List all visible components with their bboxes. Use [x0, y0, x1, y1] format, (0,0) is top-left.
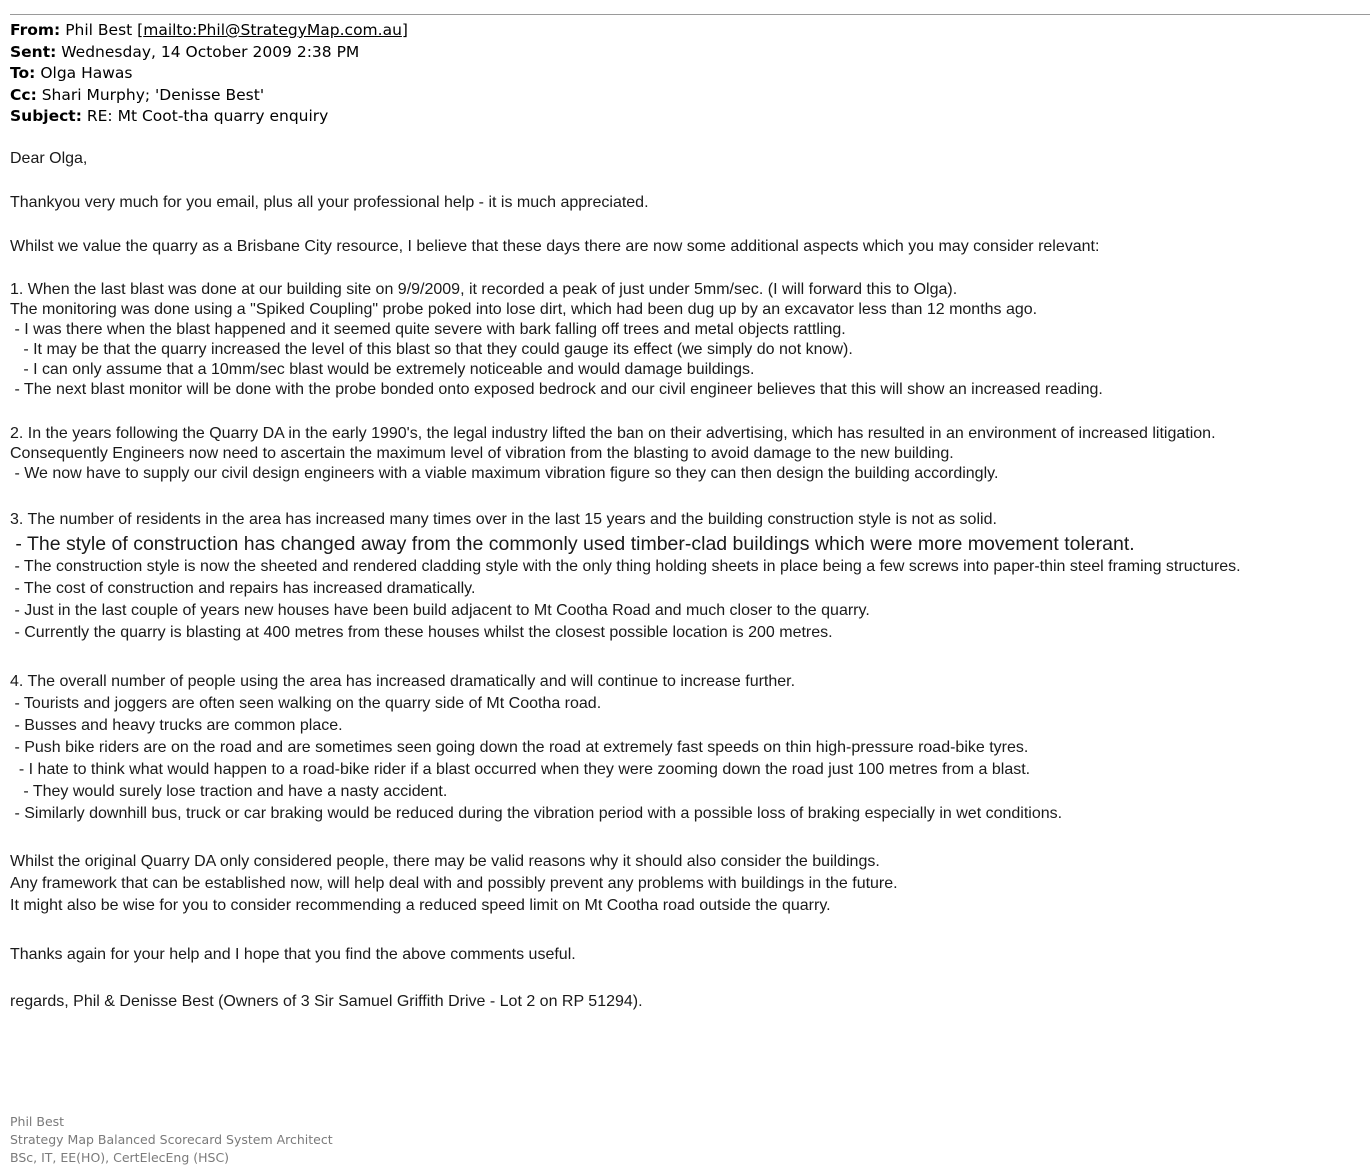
point-1-line: - The next blast monitor will be done with the probe bonded onto exposed bedrock and our civil engineer believes that this will show an increased reading. — [10, 381, 1103, 398]
thanks-paragraph: Thankyou very much for you email, plus all your professional help - it is much appreciated. — [10, 194, 649, 211]
point-1-line: - I was there when the blast happened and it seemed quite severe with bark falling off trees and metal objects rattling. — [10, 321, 846, 338]
point-4-line: - Busses and heavy trucks are common place. — [10, 717, 343, 734]
point-4-line: - I hate to think what would happen to a road-bike rider if a blast occurred when they were zooming down the road just 100 metres from a blast. — [10, 761, 1031, 778]
subject-label: Subject: — [10, 107, 82, 126]
to-label: To: — [10, 64, 36, 83]
email-header — [10, 20, 408, 128]
sent-label: Sent: — [10, 42, 57, 61]
point-4-line: 4. The overall number of people using the area has increased dramatically and will continue to increase further. — [10, 673, 796, 690]
point-2-line: 2. In the years following the Quarry DA in the early 1990's, the legal industry lifted the ban on their advertising, which has resulted in an environment of increased litigation. — [10, 425, 1216, 442]
closing-line: It might also be wise for you to consider recommending a reduced speed limit on Mt Cootha road outside the quarry. — [10, 897, 831, 914]
cc-value: Shari Murphy; 'Denisse Best' — [41, 85, 265, 104]
from-name: Phil Best — [65, 21, 133, 39]
regards-line: regards, Phil & Denisse Best (Owners of 3 Sir Samuel Griffith Drive - Lot 2 on RP 51294). — [10, 993, 643, 1010]
subject-value: RE: Mt Coot-tha quarry enquiry — [86, 107, 329, 126]
point-4 — [10, 671, 1365, 825]
point-3-line: 3. The number of residents in the area has increased many times over in the last 15 years and the building construction style is not as solid. — [10, 511, 997, 528]
point-1-line: - It may be that the quarry increased the level of this blast so that they could gauge its effect (we simply do not know). — [10, 341, 853, 358]
from-line: From: Phil Best [mailto:Phil@StrategyMap.com.au] — [10, 21, 408, 39]
point-4-line: - Tourists and joggers are often seen walking on the quarry side of Mt Cootha road. — [10, 695, 602, 712]
subject-line — [10, 106, 408, 128]
signature-title: Strategy Map Balanced Scorecard System Architect — [10, 1132, 333, 1147]
point-4-line: - Similarly downhill bus, truck or car braking would be reduced during the vibration period with a possible loss of braking especially in wet conditions. — [10, 805, 1063, 822]
point-4-line: - They would surely lose traction and have a nasty accident. — [10, 783, 448, 800]
thanks-again: Thanks again for your help and I hope that you find the above comments useful. — [10, 946, 576, 963]
point-1 — [10, 280, 1365, 400]
cc-label: Cc: — [10, 85, 37, 104]
to-line — [10, 63, 408, 85]
point-2-line: Consequently Engineers now need to ascertain the maximum level of vibration from the blasting to avoid damage to the new building. — [10, 445, 954, 462]
greeting: Dear Olga, — [10, 150, 88, 167]
point-2 — [10, 424, 1365, 484]
from-email-link[interactable]: mailto:Phil@StrategyMap.com.au — [143, 21, 402, 39]
sent-line — [10, 42, 408, 64]
signature-name: Phil Best — [10, 1114, 65, 1129]
intro-paragraph: Whilst we value the quarry as a Brisbane City resource, I believe that these days there are now some additional aspects which you may consider relevant: — [10, 238, 1100, 255]
email-body — [10, 149, 1365, 1013]
signature-block — [10, 1113, 333, 1167]
point-2-line: - We now have to supply our civil design engineers with a viable maximum vibration figure so they can then design the building accordingly. — [10, 465, 999, 482]
point-1-line: The monitoring was done using a "Spiked Coupling" probe poked into lose dirt, which had been dug up by an excavator less than 12 months ago. — [10, 301, 1038, 318]
point-4-line: - Push bike riders are on the road and are sometimes seen going down the road at extremely fast speeds on thin high-pressure road-bike tyres. — [10, 739, 1029, 756]
closing-paragraph — [10, 851, 1365, 917]
point-1-line: - I can only assume that a 10mm/sec blast would be extremely noticeable and would damage buildings. — [10, 361, 755, 378]
cc-line — [10, 85, 408, 107]
point-3-line: - The cost of construction and repairs has increased dramatically. — [10, 580, 476, 597]
header-divider — [10, 14, 1370, 15]
point-3-line: - The style of construction has changed away from the commonly used timber-clad buildings which were more movement tolerant. — [10, 533, 1135, 555]
point-3-line: - The construction style is now the sheeted and rendered cladding style with the only thing holding sheets in place being a few screws into paper-thin steel framing structures. — [10, 558, 1241, 575]
signature-qualifications: BSc, IT, EE(HO), CertElecEng (HSC) — [10, 1150, 230, 1165]
point-3-line: - Currently the quarry is blasting at 400 metres from these houses whilst the closest possible location is 200 metres. — [10, 624, 833, 641]
point-3-line: - Just in the last couple of years new houses have been build adjacent to Mt Cootha Road and much closer to the quarry. — [10, 602, 870, 619]
closing-line: Any framework that can be established now, will help deal with and possibly prevent any problems with buildings in the future. — [10, 875, 898, 892]
point-1-line: 1. When the last blast was done at our building site on 9/9/2009, it recorded a peak of just under 5mm/sec. (I will forward this to Olga). — [10, 281, 958, 298]
to-value: Olga Hawas — [40, 64, 133, 83]
from-label: From: — [10, 21, 61, 39]
point-3 — [10, 510, 1365, 644]
sent-value: Wednesday, 14 October 2009 2:38 PM — [61, 42, 360, 61]
closing-line: Whilst the original Quarry DA only considered people, there may be valid reasons why it should also consider the buildings. — [10, 853, 880, 870]
